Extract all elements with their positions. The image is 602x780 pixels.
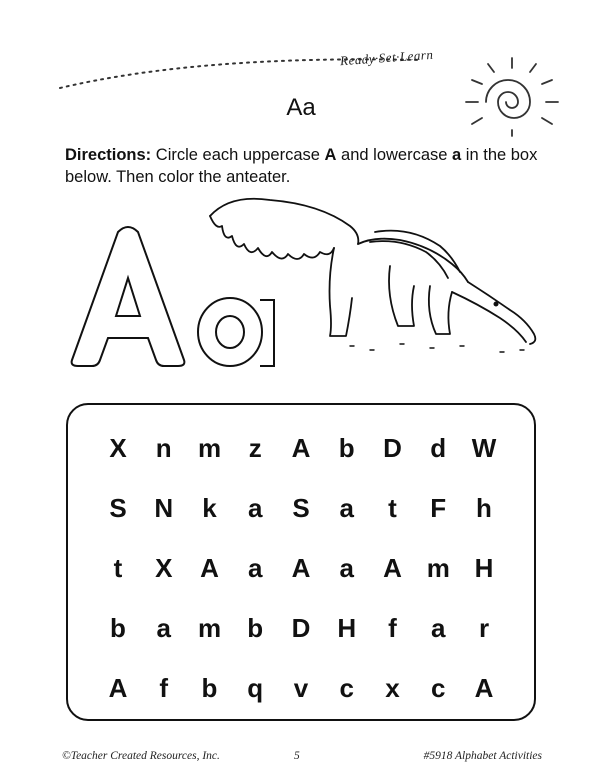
letter-grid-row — [68, 553, 534, 584]
letter-grid-cell[interactable]: x — [385, 673, 400, 703]
letter-grid-row — [68, 613, 534, 644]
letter-grid-cell[interactable]: A — [291, 433, 311, 463]
letter-grid-box — [66, 403, 536, 721]
letter-grid-cell[interactable]: c — [431, 673, 446, 703]
footer-publisher: ©Teacher Created Resources, Inc. — [62, 750, 220, 762]
letter-grid-cell[interactable]: b — [110, 613, 126, 643]
letter-grid-cell[interactable]: A — [108, 673, 128, 703]
letter-grid-cell[interactable]: c — [339, 673, 354, 703]
letter-grid-cell[interactable]: a — [156, 613, 171, 643]
letter-grid-cell[interactable]: S — [292, 493, 310, 523]
letter-grid-cell[interactable]: n — [155, 433, 172, 463]
letter-grid-cell[interactable]: N — [154, 493, 174, 523]
directions-label: Directions: — [65, 146, 152, 164]
footer-page-number: 5 — [294, 750, 300, 762]
letter-grid-cell[interactable]: b — [201, 673, 218, 703]
letter-grid-cell[interactable]: m — [197, 433, 222, 463]
letter-grid-cell[interactable]: f — [388, 613, 397, 643]
directions-text — [65, 144, 555, 188]
letter-grid-cell[interactable]: a — [248, 553, 263, 583]
letter-grid-cell[interactable]: H — [337, 613, 357, 643]
letter-grid-cell[interactable]: D — [383, 433, 402, 463]
letter-grid-cell[interactable]: h — [476, 493, 492, 523]
letter-grid-row — [68, 433, 534, 464]
directions-part-3: in the box below. Then color the anteater. — [65, 146, 538, 186]
letter-grid-cell[interactable]: D — [291, 613, 311, 643]
letter-grid-cell[interactable]: a — [339, 553, 354, 583]
letter-grid-row — [68, 673, 534, 704]
letter-grid-cell[interactable]: S — [109, 493, 127, 523]
letter-grid-cell[interactable]: A — [474, 673, 494, 703]
letter-grid-cell[interactable]: A — [383, 553, 402, 583]
directions-uppercase: A — [324, 146, 337, 164]
letter-grid-cell[interactable]: a — [339, 493, 354, 523]
footer-product: #5918 Alphabet Activities — [423, 750, 542, 762]
letter-grid-cell[interactable]: t — [388, 493, 397, 523]
anteater-illustration — [200, 186, 560, 366]
letter-grid-cell[interactable]: F — [430, 493, 447, 523]
letter-grid-row — [68, 493, 534, 524]
letter-grid-cell[interactable]: z — [248, 433, 262, 463]
letter-grid-cell[interactable]: a — [431, 613, 446, 643]
letter-grid-cell[interactable]: r — [478, 613, 490, 643]
letter-grid-cell[interactable]: m — [426, 553, 450, 583]
page-title: Aa — [286, 94, 316, 121]
letter-grid-cell[interactable]: v — [293, 673, 309, 703]
letter-grid-cell[interactable]: k — [202, 493, 217, 523]
letter-grid-cell[interactable]: d — [430, 433, 447, 463]
directions-part-2: and lowercase — [336, 146, 453, 164]
letter-grid-cell[interactable]: A — [200, 553, 219, 583]
letter-grid-cell[interactable]: W — [471, 433, 497, 463]
letter-grid-cell[interactable]: t — [113, 553, 123, 583]
letter-grid-cell[interactable]: m — [197, 613, 222, 643]
letter-grid-cell[interactable]: b — [247, 613, 264, 643]
letter-grid-cell[interactable]: b — [338, 433, 355, 463]
letter-grid-cell[interactable]: X — [109, 433, 127, 463]
letter-grid-cell[interactable]: a — [248, 493, 263, 523]
brand-logo-text: Ready·Set·Learn — [339, 46, 434, 69]
letter-grid-cell[interactable]: X — [155, 553, 173, 583]
directions-part-1: Circle each uppercase — [151, 146, 325, 164]
letter-grid-cell[interactable]: f — [159, 673, 169, 703]
letter-grid-cell[interactable]: H — [474, 553, 494, 583]
directions-lowercase: a — [452, 146, 462, 164]
page-footer — [62, 750, 542, 770]
letter-grid-cell[interactable]: q — [247, 673, 264, 703]
letter-grid-cell[interactable]: A — [291, 553, 311, 583]
